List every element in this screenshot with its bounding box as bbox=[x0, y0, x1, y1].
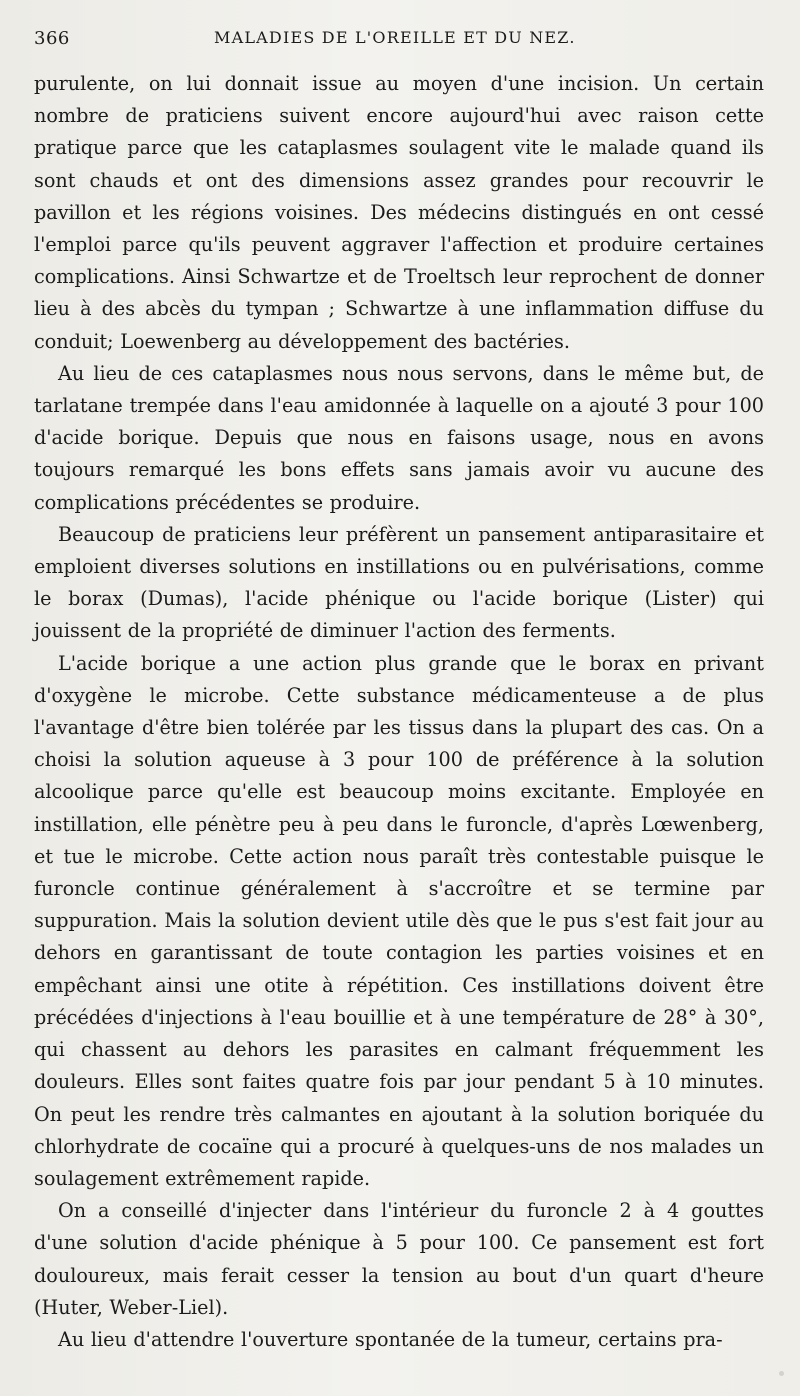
paragraph: Au lieu d'attendre l'ouverture spontanée de la tumeur, certains pra- bbox=[58, 1327, 723, 1351]
paragraph: purulente, on lui donnait issue au moyen d'une incision. Un certain nombre de praticiens suivent encore aujourd'hui avec raison cette pratique parce que les cataplasmes soulagent vite le malade quand ils sont chauds et ont des dimensions assez grandes pour recouvrir le pavillon et les régions voisines. Des médecins distingués en ont cessé l'emploi parce qu'ils peuvent aggraver l'affection et produire certaines complications. Ainsi Schwartze et de Troeltsch leur reprochent de donner lieu à des abcès du tympan ; Schwartze à une inflammation diffuse du conduit; Loewenberg au développement des bactéries. bbox=[34, 72, 764, 353]
body-text bbox=[34, 68, 764, 1368]
running-title: MALADIES DE L'OREILLE ET DU NEZ. bbox=[214, 28, 576, 47]
paragraph: Au lieu de ces cataplasmes nous nous servons, dans le même but, de tarlatane trempée dans l'eau amidonnée à laquelle on a ajouté 3 pour 100 d'acide borique. Depuis que nous en faisons usage, nous en avons toujours remarqué les bons effets sans jamais avoir vu aucune des complications précédentes se produire. bbox=[34, 361, 764, 514]
paragraph: Beaucoup de praticiens leur préfèrent un pansement antiparasitaire et emploient diverses solutions en instillations ou en pulvérisations, comme le borax (Dumas), l'acide phénique ou l'acide borique (Lister) qui jouissent de la propriété de diminuer l'action des ferments. bbox=[34, 522, 764, 643]
page-header bbox=[34, 28, 766, 60]
paragraph: L'acide borique a une action plus grande que le borax en privant d'oxygène le microbe. Cette substance médicamenteuse a de plus l'avantage d'être bien tolérée par les tissus dans la plupart des cas. On a choisi la solution aqueuse à 3 pour 100 de préférence à la solution alcoolique parce qu'elle est beaucoup moins excitante. Employée en instillation, elle pénètre peu à peu dans le furoncle, d'après Lœwenberg, et tue le microbe. Cette action nous paraît très contestable puisque le furoncle continue généralement à s'accroître et se termine par suppuration. Mais la solution devient utile dès que le pus s'est fait jour au dehors en garantissant de toute contagion les parties voisines et en empêchant ainsi une otite à répétition. Ces instillations doivent être précédées d'injections à l'eau bouillie et à une température de 28° à 30°, qui chassent au dehors les parasites en calmant fréquemment les douleurs. Elles sont faites quatre fois par jour pendant 5 à 10 minutes. On peut les rendre très calmantes en ajoutant à la solution boriquée du chlorhydrate de cocaïne qui a procuré à quelques-uns de nos malades un soulagement extrêmement rapide. bbox=[34, 651, 764, 1190]
page-mark bbox=[779, 1371, 784, 1376]
page-number: 366 bbox=[34, 28, 70, 49]
paragraph: On a conseillé d'injecter dans l'intérieur du furoncle 2 à 4 gouttes d'une solution d'acide phénique à 5 pour 100. Ce pansement est fort douloureux, mais ferait cesser la tension au bout d'un quart d'heure (Huter, Weber-Liel). bbox=[34, 1199, 764, 1319]
